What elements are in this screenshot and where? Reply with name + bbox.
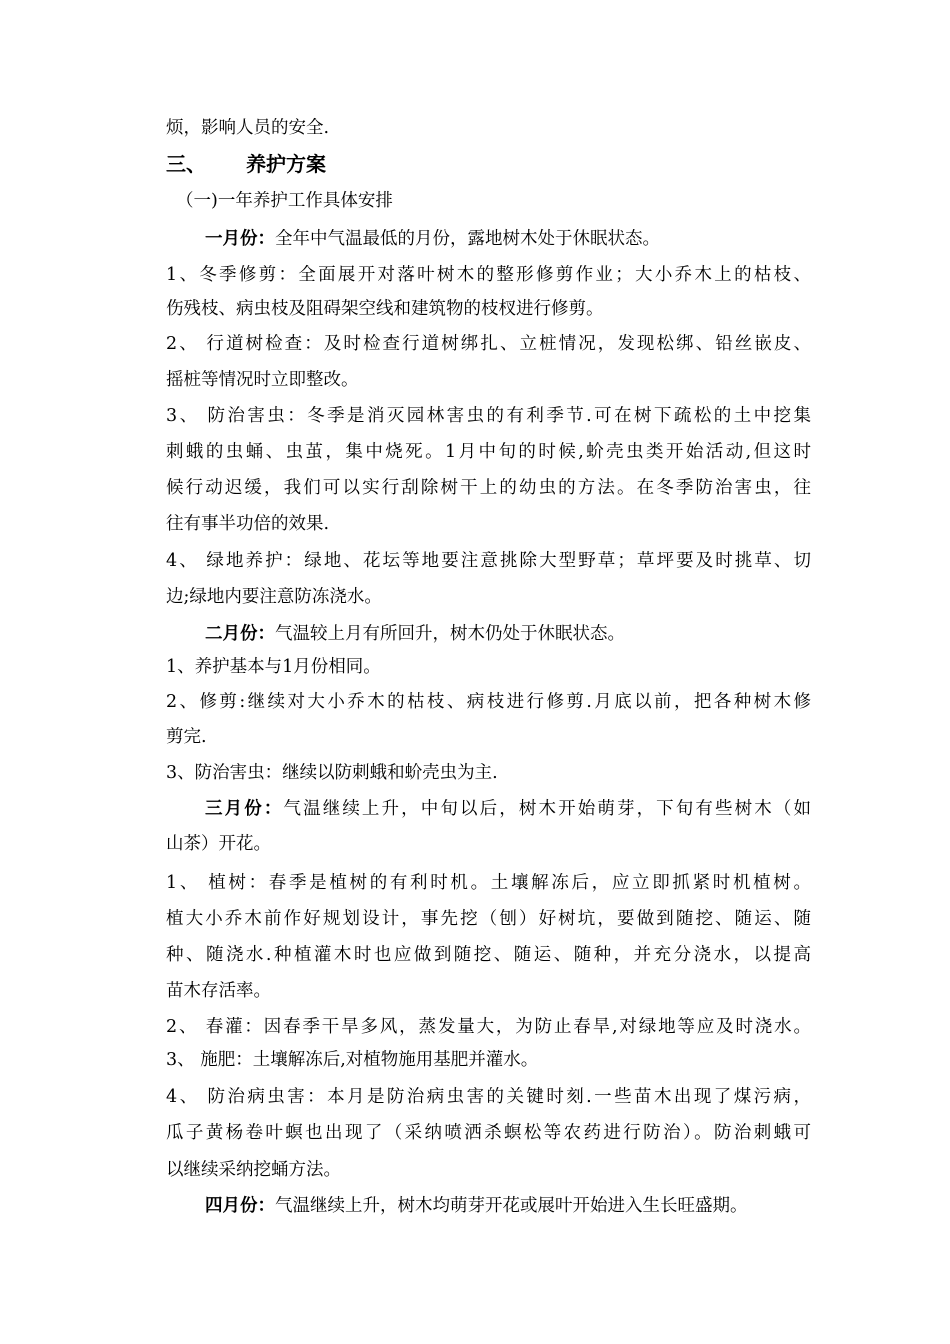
text-line: 伤残枝、病虫枝及阻碍架空线和建筑物的枝杈进行修剪。 xyxy=(166,299,604,319)
text-line: 山茶）开花。 xyxy=(166,834,271,854)
month-label: 四月份： xyxy=(205,1196,275,1216)
text-line: 2、 行道树检查：及时检查行道树绑扎、立桩情况，发现松绑、铅丝嵌皮、 xyxy=(166,334,811,354)
month-jan-intro xyxy=(205,227,811,251)
month-feb-intro xyxy=(205,622,811,646)
text-line: 3、 防治害虫：冬季是消灭园林害虫的有利季节.可在树下疏松的土中挖集 xyxy=(166,406,811,426)
month-apr-intro xyxy=(205,1194,811,1218)
month-mar-intro xyxy=(205,797,811,821)
text-line: 4、 绿地养护：绿地、花坛等地要注意挑除大型野草；草坪要及时挑草、切 xyxy=(166,551,811,571)
text-line: 2、修剪:继续对大小乔木的枯枝、病枝进行修剪.月底以前，把各种树木修 xyxy=(166,692,811,712)
month-label: 二月份： xyxy=(205,624,275,644)
text-line: 1、 植树：春季是植树的有利时机。土壤解冻后，应立即抓紧时机植树。 xyxy=(166,873,811,893)
subsection-heading: （一)一年养护工作具体安排 xyxy=(176,191,393,211)
text-line: 刺蛾的虫蛹、虫茧，集中烧死。1月中旬的时候,蚧壳虫类开始活动,但这时 xyxy=(166,442,811,462)
section-heading xyxy=(166,151,811,177)
month-label: 三月份： xyxy=(205,799,284,819)
text-line: 植大小乔木前作好规划设计，事先挖（刨）好树坑，要做到随挖、随运、随 xyxy=(166,909,811,929)
month-description: 气温继续上升，中旬以后，树木开始萌芽，下旬有些树木（如 xyxy=(283,799,812,819)
text-line: 候行动迟缓，我们可以实行刮除树干上的幼虫的方法。在冬季防治害虫，往 xyxy=(166,478,811,498)
text-line: 1、冬季修剪：全面展开对落叶树木的整形修剪作业；大小乔木上的枯枝、 xyxy=(166,265,811,285)
text-line: 烦，影响人员的安全. xyxy=(166,118,330,138)
section-number: 三、 xyxy=(166,152,206,176)
text-line: 1、养护基本与1月份相同。 xyxy=(166,657,381,677)
text-line: 2、 春灌：因春季干旱多风，蒸发量大，为防止春旱,对绿地等应及时浇水。 xyxy=(166,1017,811,1037)
text-line: 瓜子黄杨卷叶螟也出现了（采纳喷洒杀螟松等农药进行防治）。防治刺蛾可 xyxy=(166,1123,811,1143)
text-line: 苗木存活率。 xyxy=(166,981,271,1001)
text-line: 往有事半功倍的效果. xyxy=(166,514,330,534)
text-line: 种、随浇水.种植灌木时也应做到随挖、随运、随种，并充分浇水，以提高 xyxy=(166,945,811,965)
text-line: 4、 防治病虫害：本月是防治病虫害的关键时刻.一些苗木出现了煤污病， xyxy=(166,1087,811,1107)
section-title: 养护方案 xyxy=(246,152,326,176)
text-line: 3、 施肥：土壤解冻后,对植物施用基肥并灌水。 xyxy=(166,1050,539,1070)
month-description: 气温继续上升，树木均萌芽开花或展叶开始进入生长旺盛期。 xyxy=(275,1196,748,1216)
text-line: 以继续采纳挖蛹方法。 xyxy=(166,1160,341,1180)
text-line: 3、防治害虫：继续以防刺蛾和蚧壳虫为主. xyxy=(166,763,498,783)
text-line: 剪完. xyxy=(166,727,207,747)
text-line: 边;绿地内要注意防冻浇水。 xyxy=(166,587,382,607)
month-description: 全年中气温最低的月份，露地树木处于休眠状态。 xyxy=(275,229,660,249)
text-line: 摇桩等情况时立即整改。 xyxy=(166,370,359,390)
month-description: 气温较上月有所回升，树木仍处于休眠状态。 xyxy=(275,624,625,644)
month-label: 一月份： xyxy=(205,229,275,249)
